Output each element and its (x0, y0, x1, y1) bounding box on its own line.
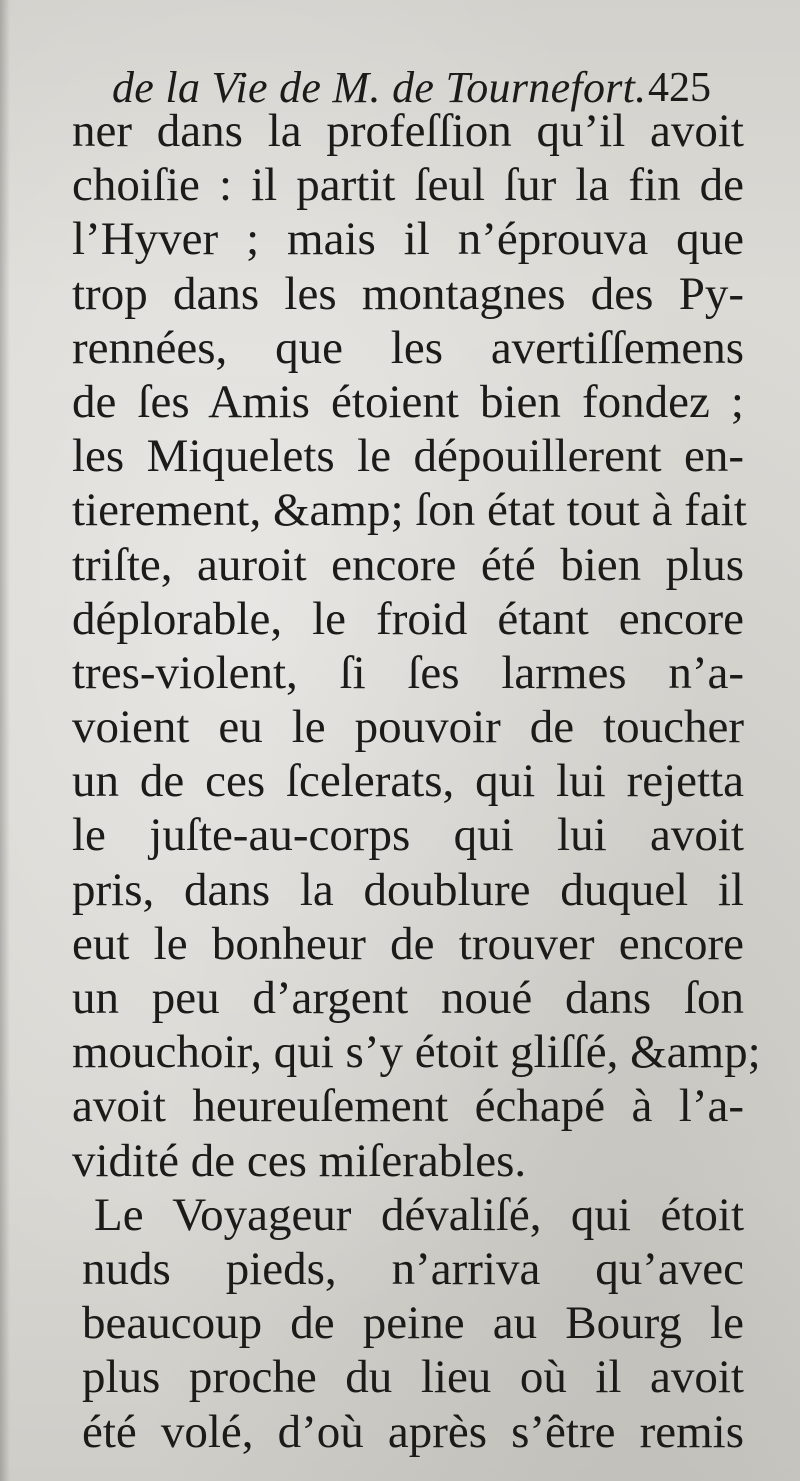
text-line: vidité de ces miſerables. (72, 1134, 527, 1187)
text-line: eut le bonheur de trouver encore (72, 917, 744, 970)
text-line: les Miquelets le dépouillerent en- (72, 430, 744, 483)
text-line: tres-violent, ſi ſes larmes n’a- (72, 646, 744, 699)
text-line: nuds pieds, n’arriva qu’avec (82, 1242, 744, 1295)
text-line: déplorable, le froid étant encore (72, 592, 744, 645)
text-line: un peu d’argent noué dans ſon (72, 972, 744, 1024)
text-line: mouchoir, qui s’y étoit gliſſé, &amp; (72, 1026, 761, 1079)
text-line: le juſte-au-corps qui lui avoit (72, 809, 744, 862)
text-line: tierement, &amp; ſon état tout à fait (72, 484, 747, 537)
page-number: 425 (648, 65, 711, 111)
text-line: choiſie : il partit ſeul ſur la fin de (72, 159, 744, 212)
text-line: avoit heureuſement échapé à l’a- (72, 1080, 744, 1133)
text-line: été volé, d’où après s’être remis (82, 1405, 744, 1458)
text-line: ner dans la profeſſion qu’il avoit (72, 105, 744, 157)
running-title: de la Vie de M. de Tournefort. (112, 63, 647, 112)
text-line: triſte, auroit encore été bien plus (72, 538, 744, 591)
body-text (72, 104, 761, 1459)
page-header (112, 40, 752, 110)
text-line: un de ces ſcelerats, qui lui rejetta (72, 755, 744, 808)
text-line: pris, dans la doublure duquel il (72, 863, 744, 916)
text-line: de ſes Amis étoient bien fondez ; (72, 375, 744, 428)
text-line: rennées, que les avertiſſemens (72, 321, 744, 374)
text-line: beaucoup de peine au Bourg le (82, 1297, 744, 1350)
text-line: voient eu le pouvoir de toucher (72, 701, 744, 754)
text-line-paragraph-start: Le Voyageur dévaliſé, qui étoit (94, 1188, 744, 1241)
text-line: plus proche du lieu où il avoit (82, 1351, 744, 1404)
text-line: l’Hyver ; mais il n’éprouva que (72, 213, 744, 266)
page-edge-shadow (0, 0, 10, 1481)
text-line: trop dans les montagnes des Py- (72, 267, 744, 320)
